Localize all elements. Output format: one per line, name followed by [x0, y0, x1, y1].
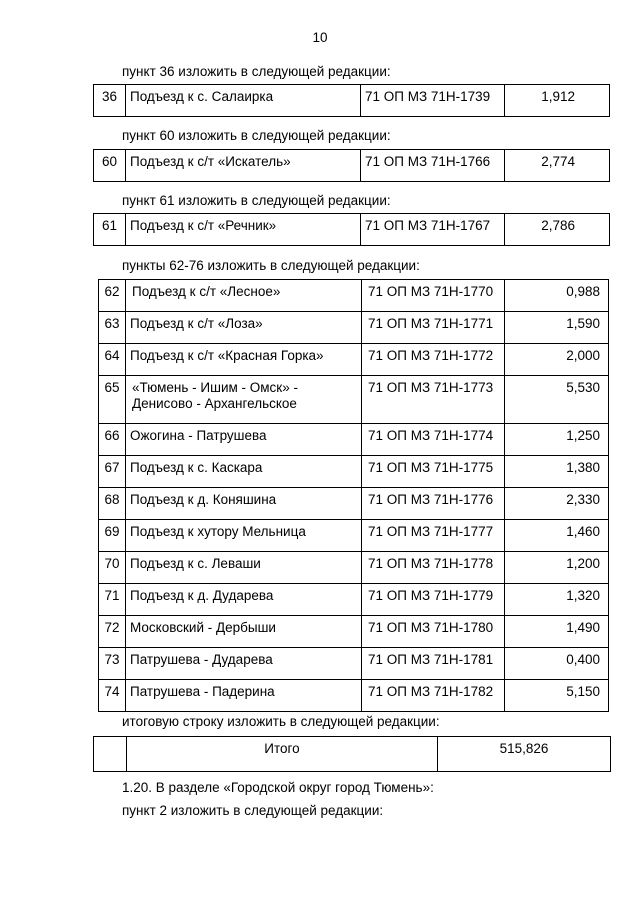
road-code: 71 ОП МЗ 71Н-1781: [362, 648, 505, 680]
road-code: 71 ОП МЗ 71Н-1776: [362, 488, 505, 520]
table-row: [99, 280, 609, 312]
table-row: [99, 584, 609, 616]
row-number: 71: [99, 584, 126, 616]
road-name: Подъезд к с/т «Лоза»: [126, 312, 362, 344]
table-row: [99, 488, 609, 520]
table-item-36: [93, 84, 610, 117]
table-row: [99, 312, 609, 344]
road-code: 71 ОП МЗ 71Н-1777: [362, 520, 505, 552]
road-code: 71 ОП МЗ 71Н-1766: [361, 150, 505, 182]
table-row: [99, 520, 609, 552]
table-row: [99, 680, 609, 712]
road-code: 71 ОП МЗ 71Н-1780: [362, 616, 505, 648]
road-name: Подъезд к с/т «Искатель»: [126, 150, 361, 182]
row-number: 60: [94, 150, 126, 182]
row-number: 72: [99, 616, 126, 648]
road-name: Подъезд к с. Леваши: [126, 552, 362, 584]
road-length: 1,250: [505, 424, 609, 456]
road-name: Подъезд к д. Дударева: [126, 584, 362, 616]
road-name: Подъезд к с. Салаирка: [126, 85, 361, 117]
road-name: Ожогина - Патрушева: [126, 424, 362, 456]
road-name: Патрушева - Падерина: [126, 680, 362, 712]
row-number: 74: [99, 680, 126, 712]
road-code: 71 ОП МЗ 71Н-1778: [362, 552, 505, 584]
road-code: 71 ОП МЗ 71Н-1767: [361, 214, 505, 246]
row-number: 70: [99, 552, 126, 584]
table-row: [99, 616, 609, 648]
total-label: Итого: [127, 737, 438, 772]
table-row: [99, 424, 609, 456]
road-length: 2,786: [505, 214, 610, 246]
row-number: 67: [99, 456, 126, 488]
page-number: 10: [312, 30, 328, 45]
table-row: [94, 85, 610, 117]
road-name: Патрушева - Дударева: [126, 648, 362, 680]
total-value: 515,826: [438, 737, 611, 772]
road-length: 1,320: [505, 584, 609, 616]
road-name: Подъезд к с/т «Красная Горка»: [126, 344, 362, 376]
road-code: 71 ОП МЗ 71Н-1774: [362, 424, 505, 456]
road-name-line-1: «Тюмень - Ишим - Омск» -: [132, 380, 298, 395]
road-name: Подъезд к хутору Мельница: [126, 520, 362, 552]
table-row: [99, 344, 609, 376]
road-name: Московский - Дербыши: [126, 616, 362, 648]
road-name: Подъезд к с. Каскара: [126, 456, 362, 488]
road-code: 71 ОП МЗ 71Н-1739: [361, 85, 505, 117]
road-length: 2,000: [505, 344, 609, 376]
road-length: 2,330: [505, 488, 609, 520]
road-length: 0,400: [505, 648, 609, 680]
row-number: 62: [99, 280, 126, 312]
row-number: 68: [99, 488, 126, 520]
table-item-60: [93, 149, 610, 182]
road-length: 2,774: [505, 150, 610, 182]
table-row: [94, 214, 610, 246]
paragraph-total-row: итоговую строку изложить в следующей редакции:: [122, 714, 440, 729]
paragraph-item-36: пункт 36 изложить в следующей редакции:: [122, 64, 391, 79]
table-row: [99, 648, 609, 680]
road-name-line-2: Денисово - Архангельское: [132, 396, 297, 411]
paragraph-item-61: пункт 61 изложить в следующей редакции:: [122, 193, 391, 208]
road-length: 0,988: [505, 280, 609, 312]
row-number: 69: [99, 520, 126, 552]
row-number: 66: [99, 424, 126, 456]
row-number: 65: [99, 376, 126, 424]
road-code: 71 ОП МЗ 71Н-1773: [362, 376, 505, 424]
paragraph-section-1-20: 1.20. В разделе «Городской округ город Тюмень»:: [122, 780, 434, 795]
road-name: [126, 376, 362, 424]
road-length: 5,150: [505, 680, 609, 712]
table-row: [94, 737, 611, 772]
table-total: [93, 736, 611, 772]
table-row: [94, 150, 610, 182]
paragraph-items-62-76: пункты 62-76 изложить в следующей редакции:: [122, 258, 420, 273]
road-code: 71 ОП МЗ 71Н-1782: [362, 680, 505, 712]
road-code: 71 ОП МЗ 71Н-1772: [362, 344, 505, 376]
road-name: Подъезд к с/т «Речник»: [126, 214, 361, 246]
row-number: 61: [94, 214, 126, 246]
road-code: 71 ОП МЗ 71Н-1779: [362, 584, 505, 616]
road-length: 5,530: [505, 376, 609, 424]
table-row: [99, 376, 609, 424]
table-items-62-74: [98, 279, 609, 712]
road-code: 71 ОП МЗ 71Н-1770: [362, 280, 505, 312]
road-code: 71 ОП МЗ 71Н-1775: [362, 456, 505, 488]
road-code: 71 ОП МЗ 71Н-1771: [362, 312, 505, 344]
road-length: 1,912: [505, 85, 610, 117]
paragraph-item-60: пункт 60 изложить в следующей редакции:: [122, 128, 391, 143]
road-name: Подъезд к с/т «Лесное»: [126, 280, 362, 312]
road-name: Подъезд к д. Коняшина: [126, 488, 362, 520]
table-row: [99, 456, 609, 488]
row-number: 36: [94, 85, 126, 117]
road-length: 1,380: [505, 456, 609, 488]
table-item-61: [93, 213, 610, 246]
row-number: 64: [99, 344, 126, 376]
road-length: 1,490: [505, 616, 609, 648]
road-length: 1,200: [505, 552, 609, 584]
road-length: 1,460: [505, 520, 609, 552]
row-number: 73: [99, 648, 126, 680]
table-row: [99, 552, 609, 584]
road-length: 1,590: [505, 312, 609, 344]
row-number: 63: [99, 312, 126, 344]
empty-cell: [94, 737, 127, 772]
paragraph-item-2: пункт 2 изложить в следующей редакции:: [122, 803, 384, 818]
